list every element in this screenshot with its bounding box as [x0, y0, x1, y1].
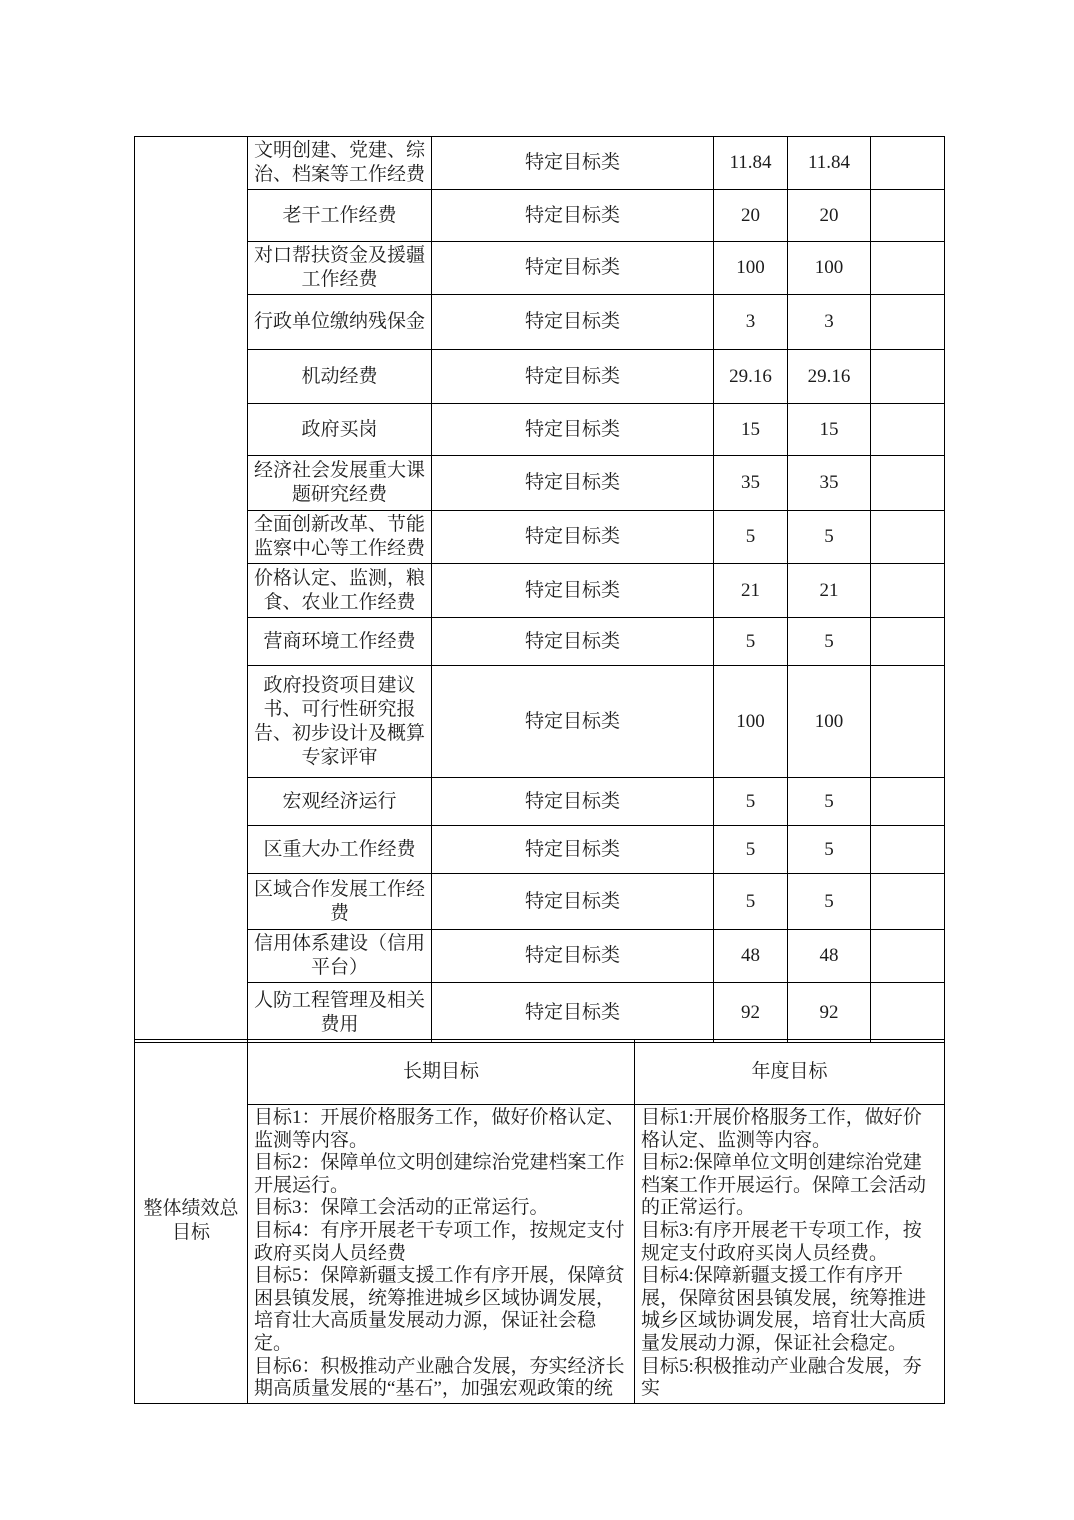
amount-col-1: 5 — [714, 826, 788, 874]
amount-col-2: 5 — [788, 618, 871, 666]
note-cell — [871, 618, 945, 666]
amount-col-1: 5 — [714, 511, 788, 564]
amount-col-2: 5 — [788, 778, 871, 826]
note-cell — [871, 874, 945, 930]
note-cell — [871, 564, 945, 618]
amount-col-2: 3 — [788, 295, 871, 350]
table-row — [135, 456, 945, 511]
amount-col-2: 100 — [788, 666, 871, 778]
note-cell — [871, 826, 945, 874]
project-name: 宏观经济运行 — [248, 778, 432, 826]
goal-item: 目标6：积极推动产业融合发展，夯实经济长期高质量发展的“基石”，加强宏观政策的统 — [254, 1355, 625, 1400]
amount-col-1: 100 — [714, 242, 788, 295]
amount-col-1: 20 — [714, 190, 788, 242]
project-name: 信用体系建设（信用平台） — [248, 930, 432, 983]
project-name: 政府投资项目建议书、可行性研究报告、初步设计及概算专家评审 — [248, 666, 432, 778]
left-empty-column-cell — [135, 137, 248, 1043]
target-category: 特定目标类 — [432, 404, 714, 456]
table-row — [135, 930, 945, 983]
amount-col-1: 5 — [714, 874, 788, 930]
project-name: 区域合作发展工作经费 — [248, 874, 432, 930]
goal-item: 目标1：开展价格服务工作，做好价格认定、监测等内容。 — [254, 1107, 625, 1151]
target-category: 特定目标类 — [432, 190, 714, 242]
target-category: 特定目标类 — [432, 350, 714, 404]
note-cell — [871, 242, 945, 295]
goal-item: 目标2:保障单位文明创建综治党建档案工作开展运行。保障工会活动的正常运行。 — [641, 1152, 927, 1219]
project-name: 营商环境工作经费 — [248, 618, 432, 666]
note-cell — [871, 511, 945, 564]
amount-col-2: 5 — [788, 826, 871, 874]
table-row — [135, 242, 945, 295]
project-name: 文明创建、党建、综治、档案等工作经费 — [248, 137, 432, 190]
table-row — [135, 404, 945, 456]
table-row — [135, 295, 945, 350]
budget-table-body — [135, 137, 945, 1043]
note-cell — [871, 666, 945, 778]
goal-item: 目标2：保障单位文明创建综治党建档案工作开展运行。 — [254, 1152, 625, 1196]
note-cell — [871, 190, 945, 242]
project-name: 机动经费 — [248, 350, 432, 404]
note-cell — [871, 456, 945, 511]
amount-col-1: 5 — [714, 778, 788, 826]
note-cell — [871, 295, 945, 350]
target-category: 特定目标类 — [432, 778, 714, 826]
amount-col-1: 15 — [714, 404, 788, 456]
amount-col-1: 29.16 — [714, 350, 788, 404]
project-name: 行政单位缴纳残保金 — [248, 295, 432, 350]
amount-col-1: 5 — [714, 618, 788, 666]
note-cell — [871, 778, 945, 826]
annual-goals-cell — [635, 1105, 945, 1404]
amount-col-2: 35 — [788, 456, 871, 511]
table-row — [135, 350, 945, 404]
amount-col-2: 92 — [788, 983, 871, 1043]
target-category: 特定目标类 — [432, 511, 714, 564]
amount-col-1: 21 — [714, 564, 788, 618]
table-row — [135, 511, 945, 564]
overall-goals-row-header: 整体绩效总目标 — [135, 1040, 248, 1404]
amount-col-1: 35 — [714, 456, 788, 511]
amount-col-1: 11.84 — [714, 137, 788, 190]
note-cell — [871, 350, 945, 404]
project-name: 老干工作经费 — [248, 190, 432, 242]
goal-item: 目标5：保障新疆支援工作有序开展，保障贫困县镇发展，统筹推进城乡区域协调发展，培育壮大高质量发展动力源，保证社会稳定。 — [254, 1265, 625, 1354]
amount-col-2: 100 — [788, 242, 871, 295]
target-category: 特定目标类 — [432, 666, 714, 778]
amount-col-1: 100 — [714, 666, 788, 778]
table-row — [135, 778, 945, 826]
target-category: 特定目标类 — [432, 618, 714, 666]
target-category: 特定目标类 — [432, 874, 714, 930]
project-name: 全面创新改革、节能监察中心等工作经费 — [248, 511, 432, 564]
target-category: 特定目标类 — [432, 137, 714, 190]
amount-col-2: 48 — [788, 930, 871, 983]
annual-goals-header: 年度目标 — [635, 1040, 945, 1105]
table-row — [135, 618, 945, 666]
project-name: 价格认定、监测，粮食、农业工作经费 — [248, 564, 432, 618]
budget-items-table — [134, 136, 945, 1043]
amount-col-2: 20 — [788, 190, 871, 242]
goal-item: 目标5:积极推动产业融合发展，夯实 — [641, 1355, 922, 1400]
table-row — [135, 666, 945, 778]
note-cell — [871, 137, 945, 190]
amount-col-1: 92 — [714, 983, 788, 1043]
target-category: 特定目标类 — [432, 930, 714, 983]
target-category: 特定目标类 — [432, 242, 714, 295]
goals-header-row — [135, 1040, 945, 1105]
long-term-goals-cell — [248, 1105, 635, 1404]
project-name: 对口帮扶资金及援疆工作经费 — [248, 242, 432, 295]
table-row — [135, 874, 945, 930]
amount-col-2: 29.16 — [788, 350, 871, 404]
overall-goals-table — [134, 1039, 945, 1404]
goals-body-row — [135, 1105, 945, 1404]
table-row — [135, 190, 945, 242]
table-row — [135, 826, 945, 874]
project-name: 政府买岗 — [248, 404, 432, 456]
goal-item: 目标3：保障工会活动的正常运行。 — [254, 1197, 549, 1219]
amount-col-2: 5 — [788, 511, 871, 564]
project-name: 人防工程管理及相关费用 — [248, 983, 432, 1043]
target-category: 特定目标类 — [432, 826, 714, 874]
amount-col-2: 21 — [788, 564, 871, 618]
goal-item: 目标4：有序开展老干专项工作，按规定支付政府买岗人员经费 — [254, 1219, 625, 1264]
target-category: 特定目标类 — [432, 983, 714, 1043]
amount-col-2: 5 — [788, 874, 871, 930]
goal-item: 目标4:保障新疆支援工作有序开展，保障贫困县镇发展，统筹推进城乡区域协调发展，培育壮大高质量发展动力源，保证社会稳定。 — [641, 1265, 927, 1354]
target-category: 特定目标类 — [432, 456, 714, 511]
project-name: 经济社会发展重大课题研究经费 — [248, 456, 432, 511]
note-cell — [871, 404, 945, 456]
table-row — [135, 983, 945, 1043]
amount-col-1: 48 — [714, 930, 788, 983]
amount-col-2: 15 — [788, 404, 871, 456]
note-cell — [871, 930, 945, 983]
goal-item: 目标1:开展价格服务工作，做好价格认定、监测等内容。 — [641, 1107, 922, 1151]
table-row — [135, 137, 945, 190]
long-term-goals-header: 长期目标 — [248, 1040, 635, 1105]
amount-col-2: 11.84 — [788, 137, 871, 190]
target-category: 特定目标类 — [432, 564, 714, 618]
note-cell — [871, 983, 945, 1043]
amount-col-1: 3 — [714, 295, 788, 350]
table-row — [135, 564, 945, 618]
project-name: 区重大办工作经费 — [248, 826, 432, 874]
target-category: 特定目标类 — [432, 295, 714, 350]
goal-item: 目标3:有序开展老干专项工作，按规定支付政府买岗人员经费。 — [641, 1219, 922, 1264]
